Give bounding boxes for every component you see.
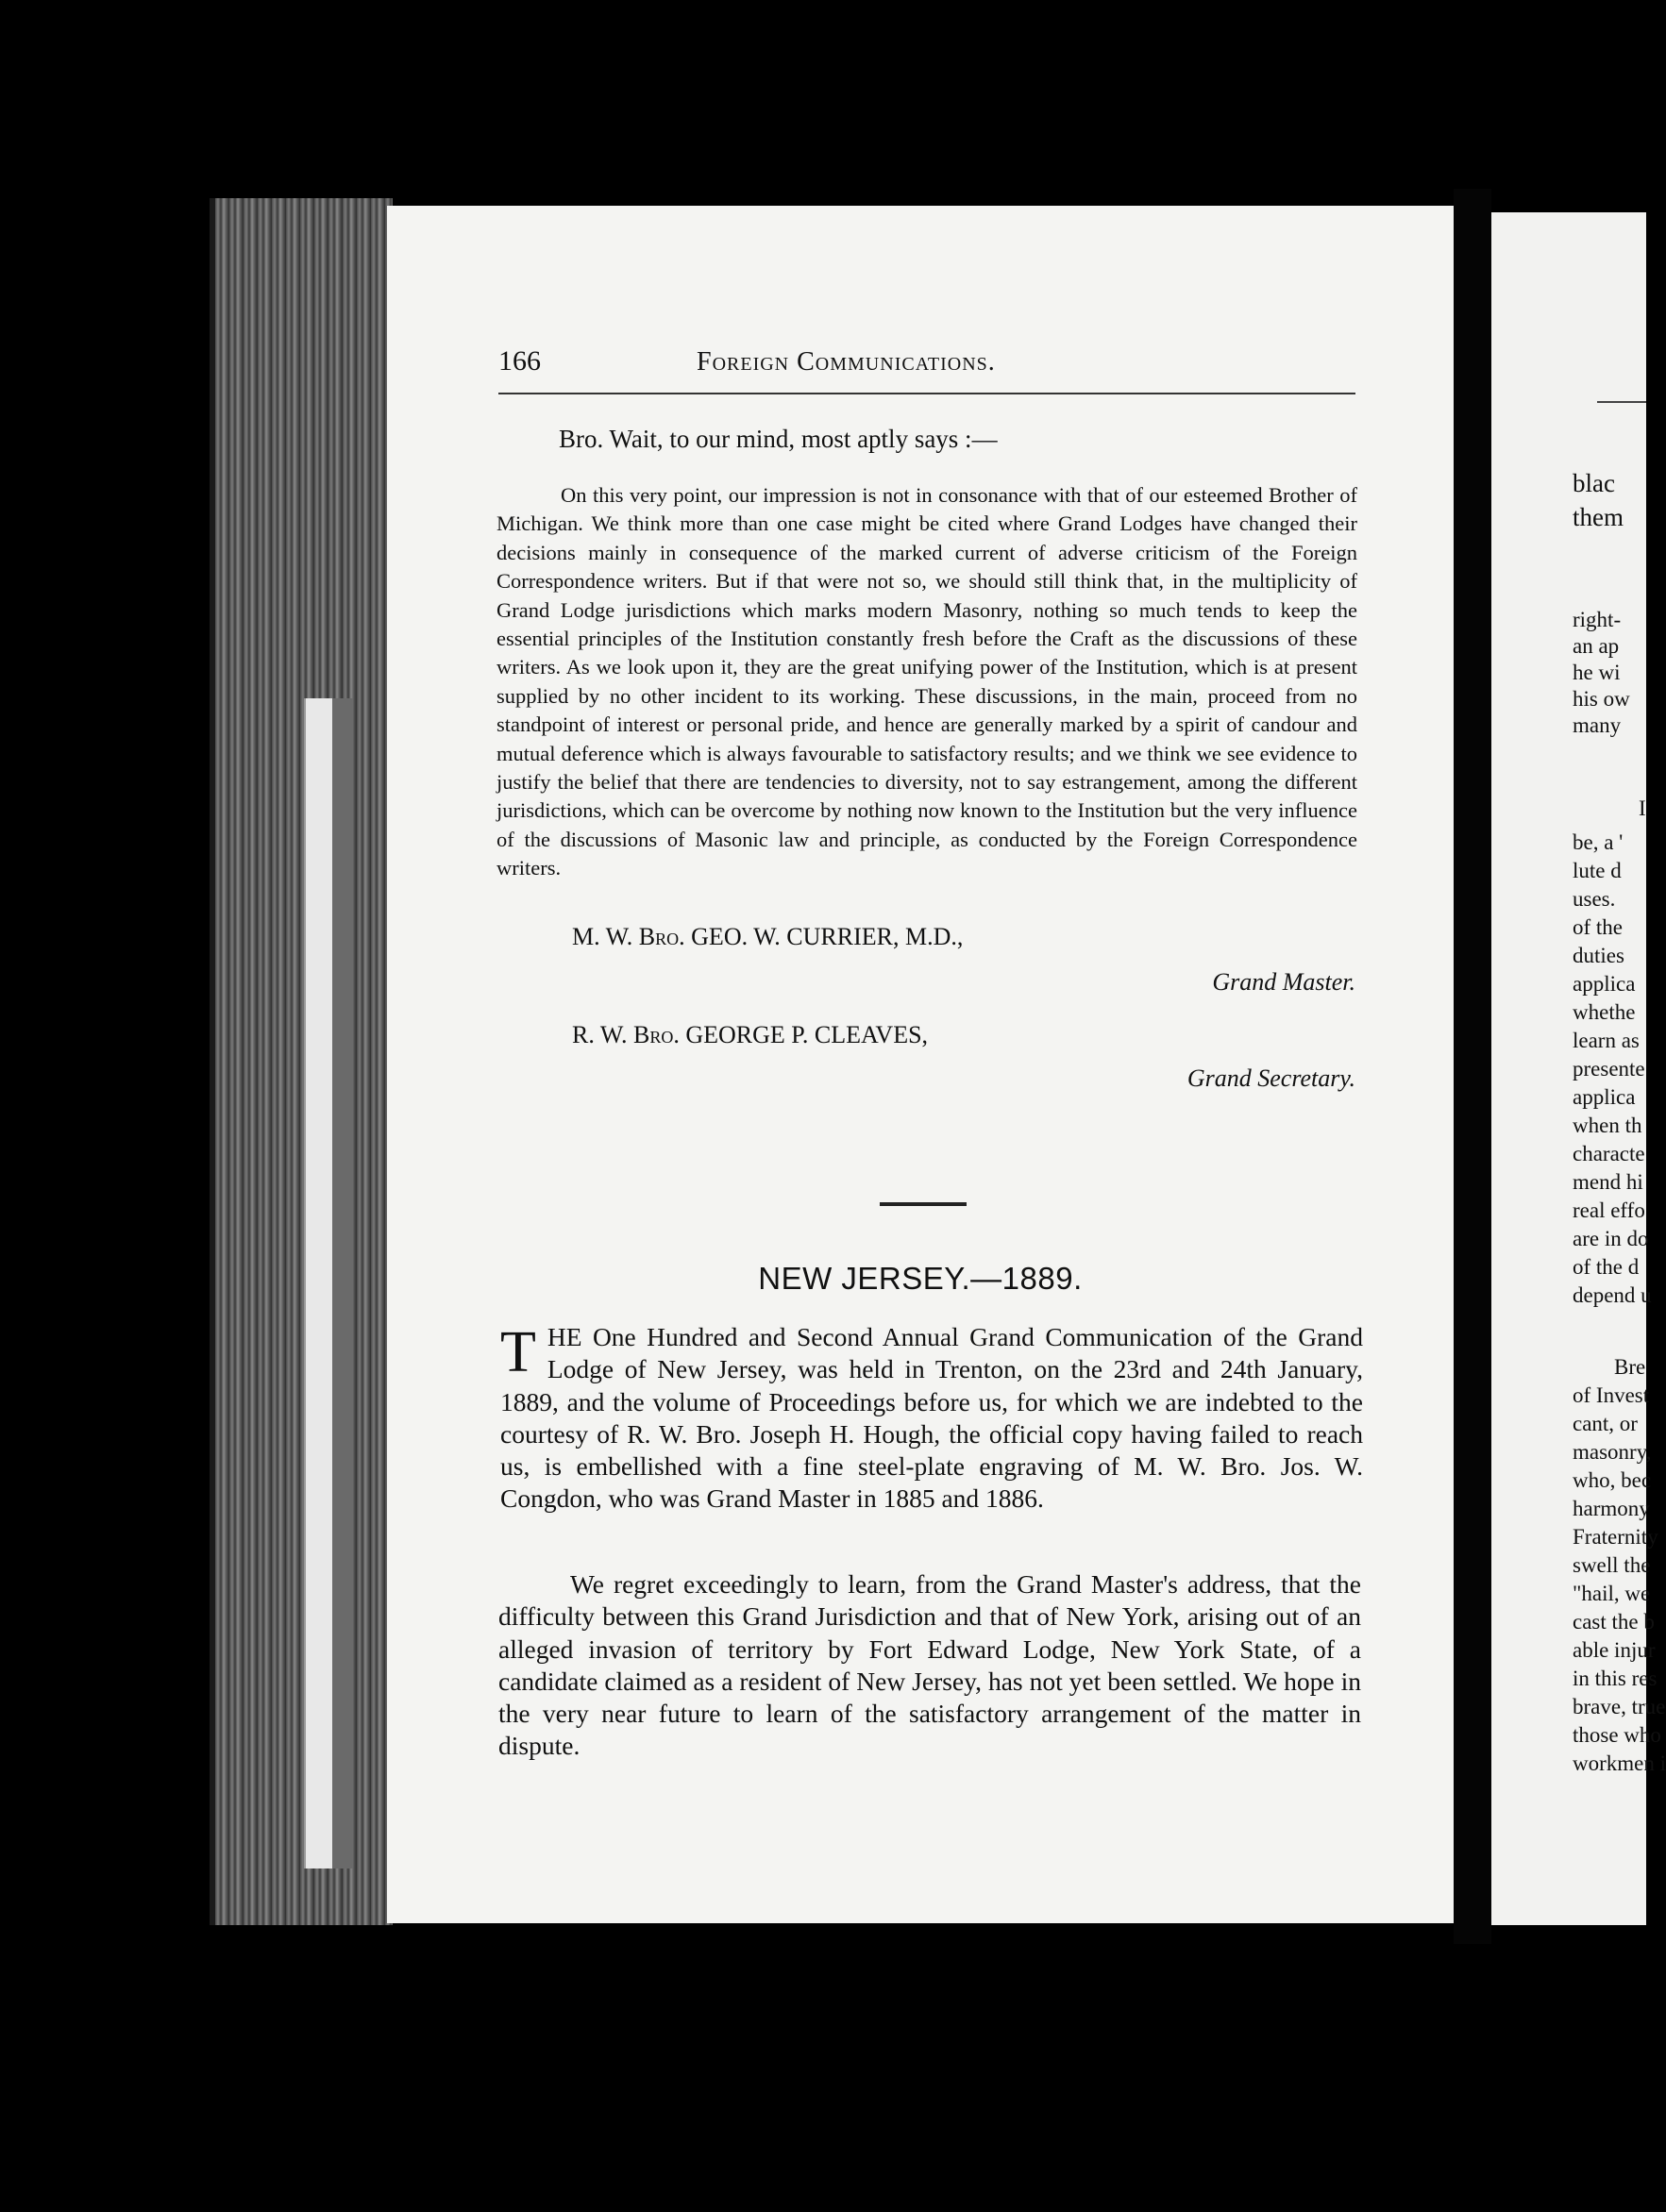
paragraph-1-text: HE One Hundred and Second Annual Grand Communication of the Grand Lodge of New Jersey, was held in Trenton, on the 23rd and 24th January, 1889, and the volume of Proceedings before us, for which we are indebted to the courtesy of R. W. Bro. Joseph H. Hough, the official copy having failed to reach us, is embellished with a fine steel-plate engraving of M. W. Bro. Jos. W. Congdon, who was Grand Master in 1885 and 1886. xyxy=(500,1322,1363,1514)
facing-page-line: are in do xyxy=(1573,1227,1649,1250)
running-title: Foreign Communications. xyxy=(697,347,996,377)
facing-page-line: in this res xyxy=(1573,1667,1658,1690)
quoted-passage: On this very point, our impression is not in consonance with that of our esteemed Brother of Michigan. We think more than one case might be cited where Grand Lodges have changed their decisions mainly in consequence of the marked current of adverse criticism of the Foreign Correspondence writers. But if that were not so, we should still think that, in the multiplicity of Grand Lodge jurisdictions which marks modern Masonry, nothing so much tends to keep the essential principles of the Institution constantly fresh before the Craft as the discussions of these writers. As we look upon it, they are the great unifying power of the Institution, which is at present supplied by no other incident to its working. These discussions, in the main, proceed from no standpoint of interest or personal pride, and hence are generally marked by a spirit of candour and mutual deference which is always favourable to satisfactory results; and we think we see evidence to justify the belief that there are tendencies to diversity, not to say estrangement, among the different jurisdictions, which can be overcome by nothing now known to the Institution but the very influence of the discussions of Masonic law and principle, as conducted by the Foreign Correspondence writers. xyxy=(496,483,1357,880)
facing-page-line: Bre xyxy=(1614,1355,1646,1379)
drop-cap: T xyxy=(500,1320,536,1384)
facing-page-line: real effo xyxy=(1573,1198,1645,1222)
facing-page-line: right- xyxy=(1573,608,1622,631)
facing-page-rule xyxy=(1597,401,1646,403)
section-divider xyxy=(880,1202,967,1206)
paragraph-1 xyxy=(500,1321,1363,1516)
running-head xyxy=(498,345,1301,383)
book-page xyxy=(387,206,1454,1923)
facing-page-line: harmony xyxy=(1573,1497,1650,1520)
signature-2-prefix: R. W. Bro. xyxy=(572,1021,680,1048)
book-gutter xyxy=(1454,189,1491,1944)
signature-1-name xyxy=(572,923,963,951)
facing-page-line: cast the b xyxy=(1573,1610,1655,1634)
section-heading: NEW JERSEY.—1889. xyxy=(758,1261,1083,1296)
facing-page-line: of the xyxy=(1573,915,1624,939)
facing-page-line: workmen i xyxy=(1573,1751,1666,1775)
facing-page-line: applica xyxy=(1573,972,1636,996)
header-rule xyxy=(498,393,1355,394)
signature-2-person: GEORGE P. CLEAVES, xyxy=(685,1021,929,1048)
facing-page-line: characte xyxy=(1573,1142,1645,1165)
book-page-edges xyxy=(210,198,393,1925)
facing-page-line: who, bec xyxy=(1573,1468,1652,1492)
facing-page-line: whethe xyxy=(1573,1000,1636,1024)
facing-page-line: of Invest xyxy=(1573,1383,1650,1407)
facing-page-line: able injur xyxy=(1573,1638,1656,1662)
page-edge-strip xyxy=(304,698,336,1868)
signature-2-title: Grand Secretary. xyxy=(1186,1064,1355,1092)
facing-page-line: when th xyxy=(1573,1114,1642,1137)
facing-page-line: cant, or xyxy=(1573,1412,1638,1435)
facing-page-line: masonry, xyxy=(1573,1440,1652,1464)
facing-page-line: learn as xyxy=(1573,1029,1640,1052)
facing-page xyxy=(1491,212,1666,1925)
paragraph-2-text: We regret exceedingly to learn, from the Grand Master's address, that the difficulty between this Grand Jurisdiction and that of New York, arising out of an alleged invasion of territory by Fort Edward Lodge, New York State, of a candidate claimed as a resident of New Jersey, has not yet been settled. We hope in the very near future to learn of the satisfactory arrangement of the matter in dispute. xyxy=(498,1569,1361,1761)
signature-1-person: GEO. W. CURRIER, M.D., xyxy=(691,923,964,950)
paragraph-2 xyxy=(498,1568,1361,1763)
signature-1-prefix: M. W. Bro. xyxy=(572,923,685,950)
facing-page-line: be, a ' xyxy=(1573,830,1624,854)
facing-page-line: uses. xyxy=(1573,887,1616,911)
facing-page-line: applica xyxy=(1573,1085,1636,1109)
facing-page-line: brave, true xyxy=(1573,1695,1666,1718)
facing-page-line: those who xyxy=(1573,1723,1661,1747)
facing-page-line: duties xyxy=(1573,944,1624,967)
facing-page-line: Fraternity xyxy=(1573,1525,1658,1549)
page-edge-shadow xyxy=(332,698,353,1868)
facing-page-line: an ap xyxy=(1573,634,1620,658)
facing-page-line: of the d xyxy=(1573,1255,1640,1279)
page-number: 166 xyxy=(498,345,541,377)
intro-line: Bro. Wait, to our mind, most aptly says :— xyxy=(559,425,998,453)
facing-page-line: them xyxy=(1573,503,1624,531)
facing-page-line: many xyxy=(1573,713,1622,737)
facing-page-line: his ow xyxy=(1573,687,1630,711)
signature-2-name xyxy=(572,1021,928,1049)
facing-page-line: I xyxy=(1639,796,1646,820)
facing-page-line: lute d xyxy=(1573,859,1622,882)
facing-page-line: swell the xyxy=(1573,1553,1651,1577)
facing-page-line: "hail, we xyxy=(1573,1582,1651,1605)
facing-page-line: presente xyxy=(1573,1057,1645,1081)
signature-1-title: Grand Master. xyxy=(1212,968,1355,996)
facing-page-line: he wi xyxy=(1573,661,1621,684)
facing-page-line: mend hi xyxy=(1573,1170,1643,1194)
facing-page-line: depend u xyxy=(1573,1283,1652,1307)
facing-page-line: blac xyxy=(1573,469,1615,497)
